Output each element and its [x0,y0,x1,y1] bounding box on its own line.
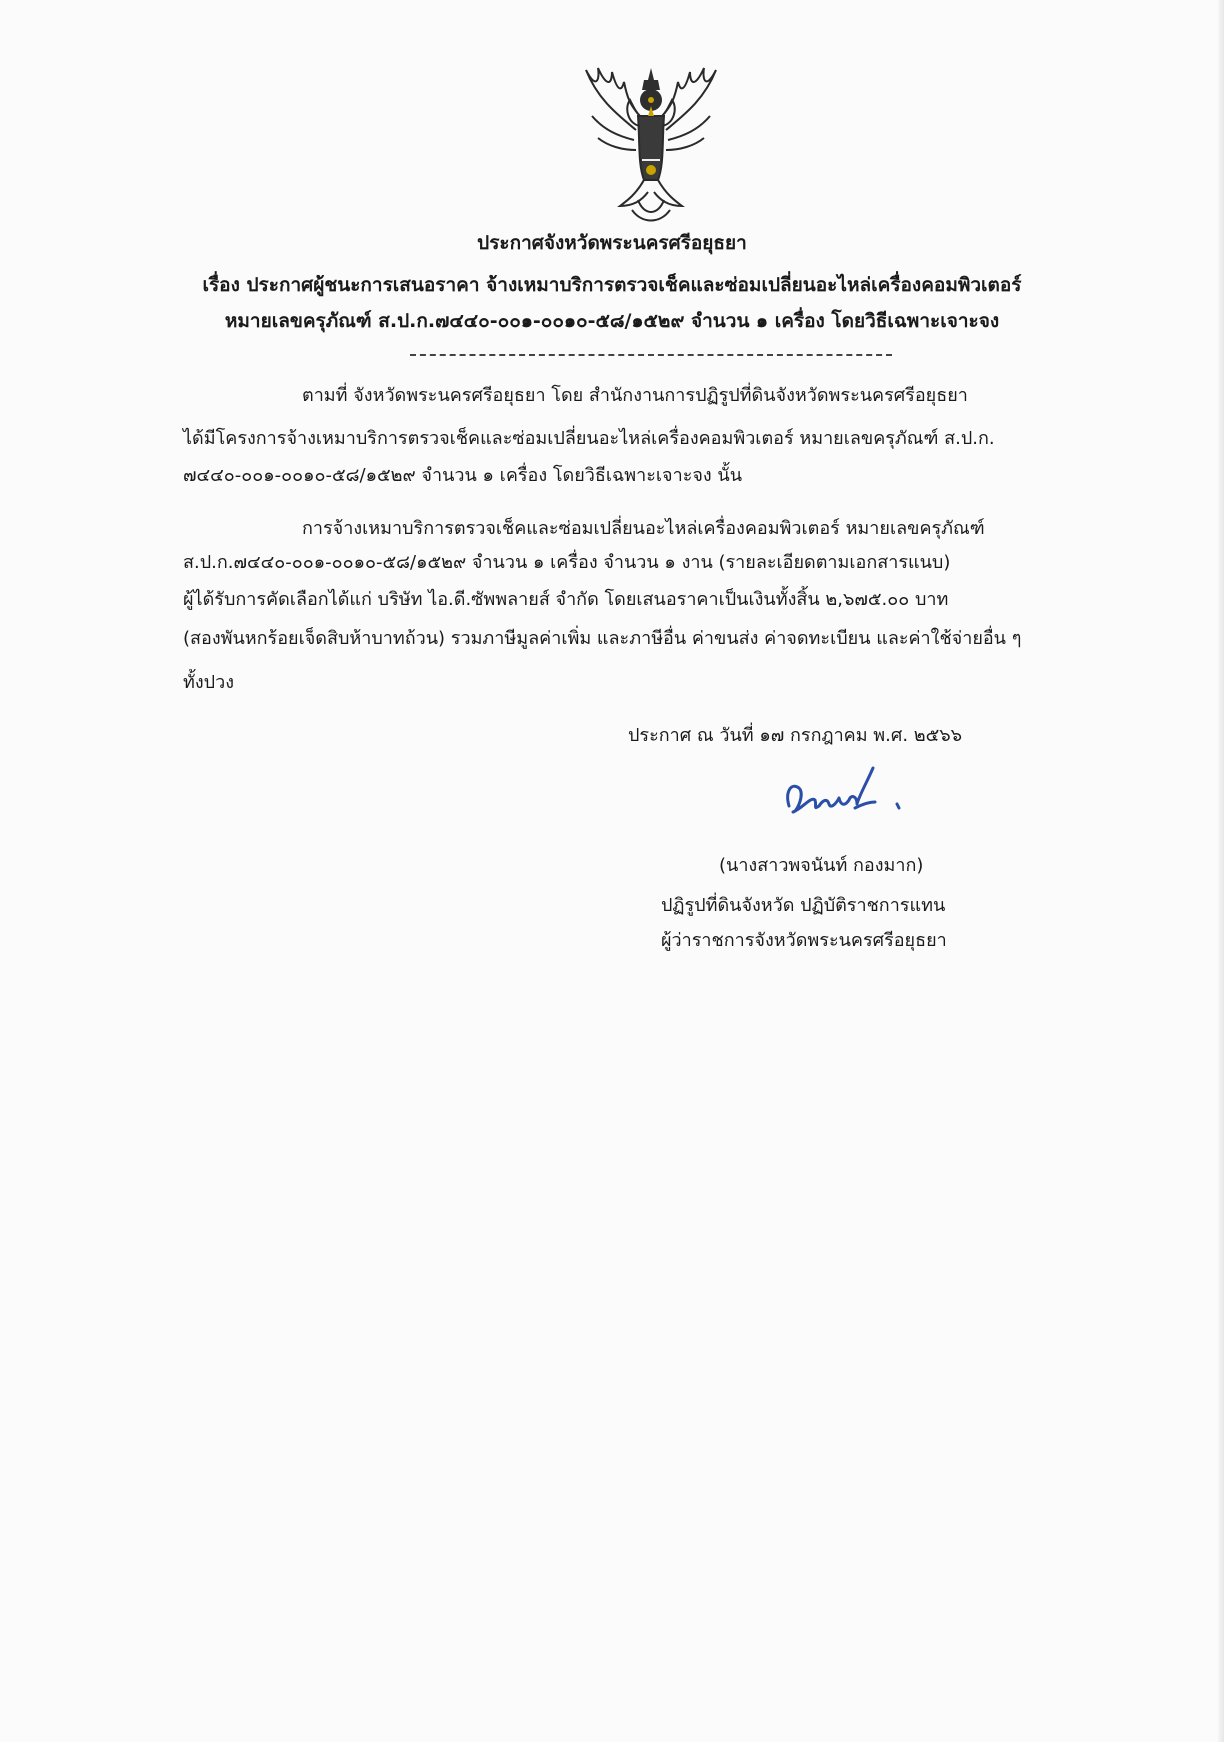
signer-position: ปฏิรูปที่ดินจังหวัด ปฏิบัติราชการแทน [661,895,946,916]
paragraph-2-line-4: (สองพันหกร้อยเจ็ดสิบห้าบาทถ้วน) รวมภาษีมูลค่าเพิ่ม และภาษีอื่น ค่าขนส่ง ค่าจดทะเบียน และค่าใช้จ่ายอื่น ๆ [183,628,1022,649]
announcement-title: ประกาศจังหวัดพระนครศรีอยุธยา [477,232,747,254]
paragraph-2-line-3: ผู้ได้รับการคัดเลือกได้แก่ บริษัท ไอ.ดี.ซัพพลายส์ จำกัด โดยเสนอราคาเป็นเงินทั้งสิ้น ๒,๖๗๕.๐๐ บาท [183,589,949,610]
subject-line: เรื่อง ประกาศผู้ชนะการเสนอราคา จ้างเหมาบริการตรวจเช็คและซ่อมเปลี่ยนอะไหล่เครื่องคอมพิวเตอร์ [202,274,1022,296]
signer-name: (นางสาวพจนันท์ กองมาก) [719,855,924,876]
paragraph-1-line-2: ได้มีโครงการจ้างเหมาบริการตรวจเช็คและซ่อมเปลี่ยนอะไหล่เครื่องคอมพิวเตอร์ หมายเลขครุภัณฑ์ ส.ป.ก. [183,428,995,449]
announcement-date: ประกาศ ณ วันที่ ๑๗ กรกฎาคม พ.ศ. ๒๕๖๖ [628,725,963,746]
paragraph-2-line-2: ส.ป.ก.๗๔๔๐-๐๐๑-๐๐๑๐-๕๘/๑๕๒๙ จำนวน ๑ เครื่อง จำนวน ๑ งาน (รายละเอียดตามเอกสารแนบ) [183,552,951,573]
handwritten-signature [781,762,953,824]
garuda-emblem-icon [578,60,724,226]
paragraph-1-line-3: ๗๔๔๐-๐๐๑-๐๐๑๐-๕๘/๑๕๒๙ จำนวน ๑ เครื่อง โดยวิธีเฉพาะเจาะจง นั้น [183,465,743,486]
paragraph-2-line-5: ทั้งปวง [183,672,234,693]
signer-position-on-behalf: ผู้ว่าราชการจังหวัดพระนครศรีอยุธยา [661,930,947,951]
divider [410,354,892,356]
paragraph-2-line-1: การจ้างเหมาบริการตรวจเช็คและซ่อมเปลี่ยนอะไหล่เครื่องคอมพิวเตอร์ หมายเลขครุภัณฑ์ [302,518,985,539]
subject-line-continued: หมายเลขครุภัณฑ์ ส.ป.ก.๗๔๔๐-๐๐๑-๐๐๑๐-๕๘/๑๕๒๙ จำนวน ๑ เครื่อง โดยวิธีเฉพาะเจาะจง [224,310,1000,332]
paragraph-1-line-1: ตามที่ จังหวัดพระนครศรีอยุธยา โดย สำนักงานการปฏิรูปที่ดินจังหวัดพระนครศรีอยุธยา [302,385,968,406]
